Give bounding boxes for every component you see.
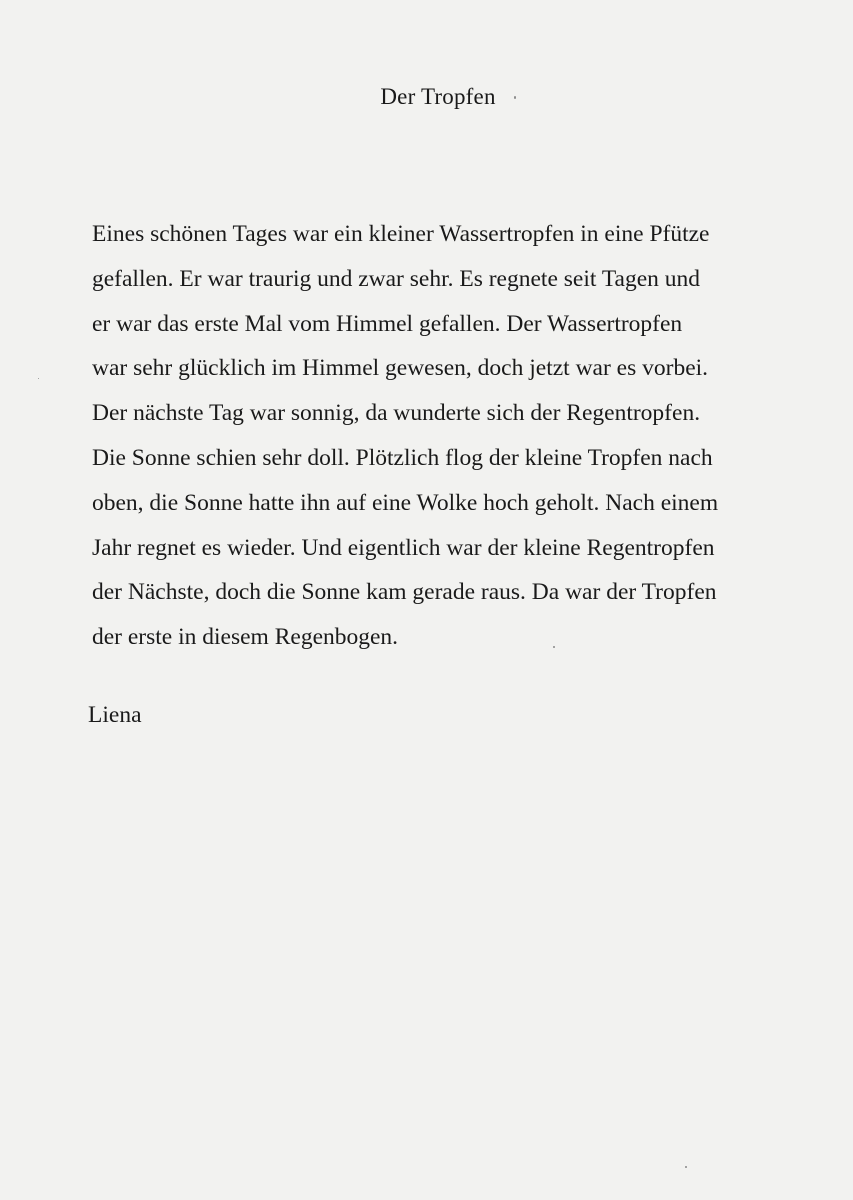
- story-body: [92, 212, 782, 660]
- story-line: er war das erste Mal vom Himmel gefallen. Der Wassertropfen: [92, 310, 683, 337]
- story-line: oben, die Sonne hatte ihn auf eine Wolke hoch geholt. Nach einem: [92, 489, 719, 516]
- story-line: Der nächste Tag war sonnig, da wunderte sich der Regentropfen.: [92, 400, 701, 427]
- story-title: Der Tropfen: [380, 84, 496, 109]
- story-line: war sehr glücklich im Himmel gewesen, doch jetzt war es vorbei.: [92, 355, 709, 382]
- scan-speck: [514, 96, 516, 99]
- scan-speck: [685, 1166, 687, 1168]
- story-line: Eines schönen Tages war ein kleiner Wassertropfen in eine Pfütze: [92, 221, 710, 247]
- story-line: Die Sonne schien sehr doll. Plötzlich flog der kleine Tropfen nach: [92, 444, 713, 471]
- scan-speck: [553, 646, 555, 648]
- scan-speck: [38, 378, 39, 379]
- story-line: Jahr regnet es wieder. Und eigentlich war der kleine Regentropfen: [92, 534, 715, 561]
- author-signature: Liena: [88, 702, 142, 728]
- story-line: der Nächste, doch die Sonne kam gerade raus. Da war der Tropfen: [92, 579, 717, 606]
- story-line: der erste in diesem Regenbogen.: [92, 624, 399, 651]
- story-line: gefallen. Er war traurig und zwar sehr. Es regnete seit Tagen und: [92, 265, 701, 292]
